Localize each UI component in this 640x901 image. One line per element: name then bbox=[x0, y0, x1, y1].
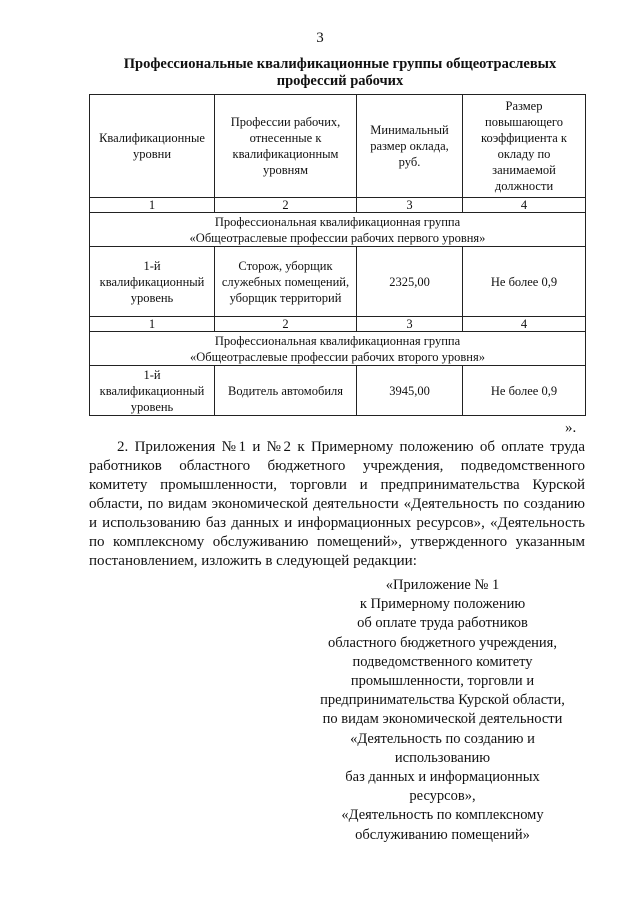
appendix-line: ресурсов», bbox=[409, 788, 476, 805]
group-title-line-1: Профессиональная квалификационная группа bbox=[214, 333, 461, 348]
cell-salary: 2325,00 bbox=[357, 247, 463, 317]
table-row bbox=[90, 366, 586, 416]
header-coefficient: Размер повышающего коэффициента к окладу по занимаемой должности bbox=[463, 95, 586, 198]
group-title bbox=[90, 213, 586, 247]
table-header-row bbox=[90, 95, 586, 198]
group-title-line-1: Профессиональная квалификационная группа bbox=[214, 214, 461, 229]
cell-coefficient: Не более 0,9 bbox=[463, 366, 586, 416]
header-min-salary: Минимальный размер оклада, руб. bbox=[357, 95, 463, 198]
page-number: 3 bbox=[316, 30, 324, 46]
column-number: 1 bbox=[90, 317, 215, 332]
group-title-row bbox=[90, 332, 586, 366]
appendix-line: к Примерному положению bbox=[359, 596, 526, 613]
cell-coefficient: Не более 0,9 bbox=[463, 247, 586, 317]
title-line-1: Профессиональные квалификационные группы общеотраслевых bbox=[123, 56, 557, 72]
group-title bbox=[90, 332, 586, 366]
appendix-line: предпринимательства Курской области, bbox=[320, 692, 565, 709]
header-qualification-levels: Квалификационные уровни bbox=[90, 95, 215, 198]
appendix-line: баз данных и информационных bbox=[345, 769, 540, 786]
appendix-line: «Деятельность по созданию и bbox=[350, 730, 535, 747]
appendix-line: подведомственного комитету bbox=[352, 653, 533, 670]
closing-quote: ». bbox=[565, 420, 577, 436]
appendix-line: «Приложение № 1 bbox=[385, 577, 500, 593]
appendix-line: «Деятельность по комплексному bbox=[341, 807, 544, 824]
column-number: 3 bbox=[357, 317, 463, 332]
column-number: 2 bbox=[215, 198, 357, 213]
column-numbers-row bbox=[90, 317, 586, 332]
cell-salary: 3945,00 bbox=[357, 366, 463, 416]
header-professions: Профессии рабочих, отнесенные к квалификационным уровням bbox=[215, 95, 357, 198]
appendix-line: промышленности, торговли и bbox=[350, 673, 535, 690]
appendix-line: областного бюджетного учреждения, bbox=[328, 634, 557, 651]
appendix-line: об оплате труда работников bbox=[357, 615, 528, 632]
appendix-header bbox=[300, 576, 585, 845]
appendix-line: по видам экономической деятельности bbox=[322, 711, 563, 728]
column-number: 4 bbox=[463, 198, 586, 213]
appendix-line: обслуживанию помещений» bbox=[355, 826, 530, 843]
cell-level: 1-й квалификационный уровень bbox=[90, 247, 215, 317]
group-title-line-2: «Общеотраслевые профессии рабочих второго уровня» bbox=[190, 349, 485, 364]
column-numbers-row bbox=[90, 198, 586, 213]
title-line-2: профессий рабочих bbox=[276, 73, 404, 89]
column-number: 2 bbox=[215, 317, 357, 332]
amendment-paragraph: 2. Приложения №1 и №2 к Примерному положению об оплате труда работников областного бюджетного учреждения, подведомственного комитету промышленности, торговли и предпринимательства Курской области, по видам экономической деятельности «Деятельность по созданию и использованию баз данных и информационных ресурсов», «Деятельность по комплексному обслуживанию помещений», утвержденного указанным постановлением, изложить в следующей редакции: bbox=[89, 439, 585, 569]
group-title-row bbox=[90, 213, 586, 247]
document-title bbox=[90, 56, 590, 90]
appendix-line: использованию bbox=[394, 749, 491, 766]
cell-level: 1-й квалификационный уровень bbox=[90, 366, 215, 416]
column-number: 3 bbox=[357, 198, 463, 213]
column-number: 1 bbox=[90, 198, 215, 213]
group-title-line-2: «Общеотраслевые профессии рабочих первого уровня» bbox=[189, 230, 486, 245]
qualification-table bbox=[89, 94, 586, 416]
table-row bbox=[90, 247, 586, 317]
cell-professions: Сторож, уборщик служебных помещений, уборщик территорий bbox=[215, 247, 357, 317]
column-number: 4 bbox=[463, 317, 586, 332]
cell-professions: Водитель автомобиля bbox=[215, 366, 357, 416]
